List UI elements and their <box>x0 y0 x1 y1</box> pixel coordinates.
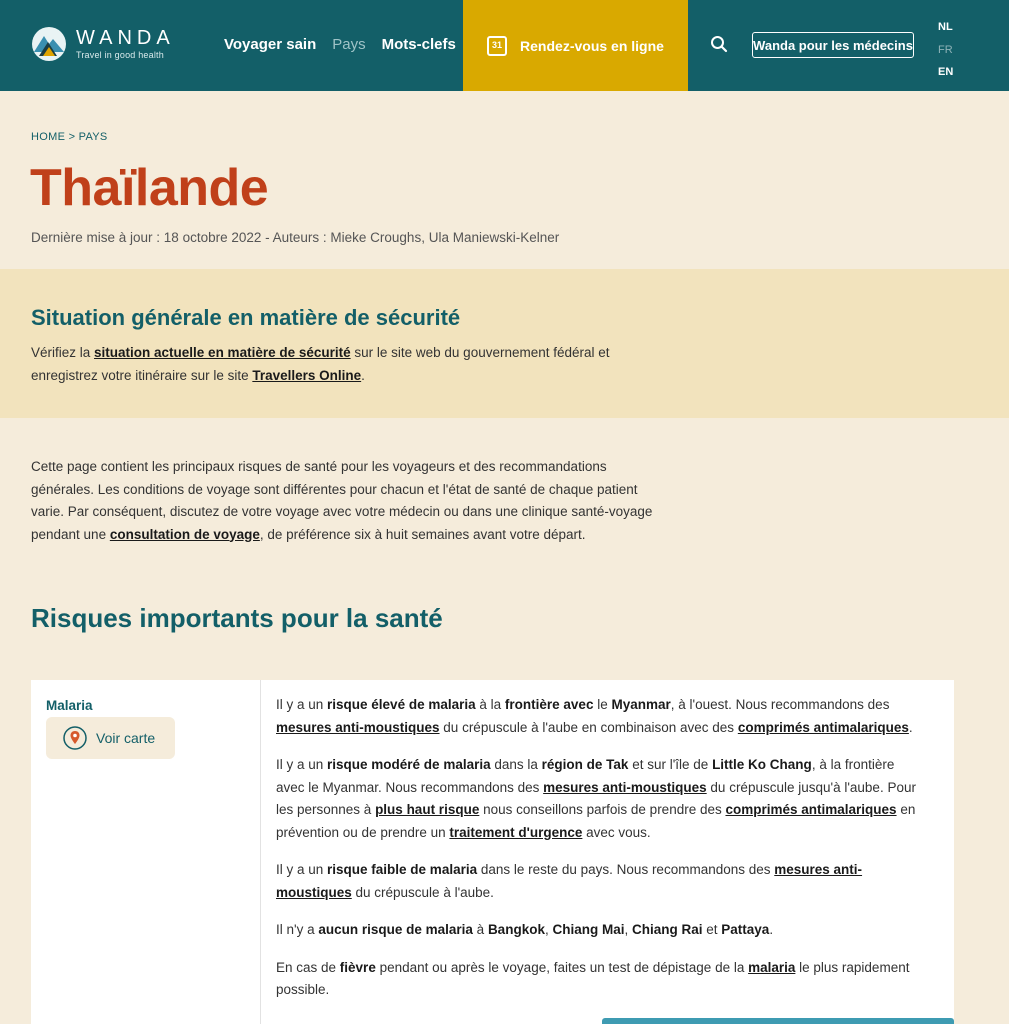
text: Il n'y a <box>276 922 319 937</box>
bold-text: aucun risque de malaria <box>318 922 473 937</box>
text: le plus rapidement possible. <box>276 959 910 997</box>
text: Il y a un <box>276 697 328 712</box>
text: et <box>702 922 722 937</box>
text: du crépuscule à l'aube. <box>351 884 494 900</box>
nav-mots-clefs[interactable]: Mots-clefs <box>381 36 456 53</box>
text: Il y a un <box>276 862 328 877</box>
lang-en[interactable]: EN <box>938 66 954 78</box>
text: dans la <box>490 757 542 772</box>
doctors-button[interactable]: Wanda pour les médecins <box>752 32 914 58</box>
text: Cette page contient les principaux risques de santé pour les voyageurs et des recommandations générales. Les conditions de voyage sont différentes pour chacun et l'état de santé de chaque patient varie. Par conséquent, discutez de votre voyage avec votre médecin ou dans une clinique santé-voyage pendant une <box>31 459 653 542</box>
card-sidebar <box>31 680 261 1024</box>
safety-text <box>31 342 671 387</box>
text: . <box>769 922 774 937</box>
calendar-day: 31 <box>492 39 503 50</box>
main-nav <box>224 36 472 53</box>
intro-text <box>31 456 671 546</box>
bold-text: Bangkok <box>487 922 545 937</box>
text: Il y a un <box>276 757 328 772</box>
bold-text: Myanmar <box>611 697 671 712</box>
view-map-button[interactable] <box>46 717 175 759</box>
security-situation-link[interactable]: situation actuelle en matière de sécurité <box>94 345 351 360</box>
map-pin-icon <box>63 726 87 750</box>
anti-mosquito-link[interactable]: mesures anti-moustiques <box>276 862 863 900</box>
bold-text: Pattaya <box>721 922 770 937</box>
site-header <box>0 0 1009 91</box>
bold-text: Little Ko Chang <box>712 757 812 772</box>
text: pendant ou après le voyage, faites un test de dépistage de la <box>375 959 749 975</box>
appointment-label: Rendez-vous en ligne <box>520 37 664 54</box>
language-switcher <box>938 16 953 84</box>
bold-text: risque faible de malaria <box>327 862 478 877</box>
bold-text: Chiang Rai <box>632 922 703 937</box>
text: , <box>624 922 632 937</box>
bold-text: région de Tak <box>541 757 629 772</box>
bold-text: frontière avec <box>504 697 594 712</box>
antimalarial-link[interactable]: comprimés antimalariques <box>725 802 897 817</box>
text: le <box>593 697 612 712</box>
malaria-no-risk <box>276 919 916 942</box>
text: sur le site web du gouvernement fédéral et enregistrez votre itinéraire sur le site <box>31 345 610 383</box>
logo-text <box>76 28 175 60</box>
breadcrumb <box>31 131 108 143</box>
mountain-logo-icon <box>31 26 67 62</box>
bold-text: risque modéré de malaria <box>327 757 491 772</box>
view-map-label: Voir carte <box>96 730 156 746</box>
text: En cas de <box>276 959 340 975</box>
malaria-card <box>31 680 954 1024</box>
malaria-details <box>276 694 916 1017</box>
bold-text: fièvre <box>339 959 376 975</box>
text: du crépuscule jusqu'à l'aube. Pour les personnes à <box>276 779 916 817</box>
text: . <box>361 367 365 383</box>
text: , <box>544 922 553 937</box>
anti-mosquito-link[interactable]: mesures anti-moustiques <box>543 779 707 795</box>
text: avec vous. <box>582 824 651 840</box>
nav-voyager-sain[interactable]: Voyager sain <box>224 36 317 53</box>
calendar-icon <box>487 36 507 56</box>
breadcrumb-sep: > <box>68 131 76 143</box>
text: , à la frontière avec le Myanmar. Nous recommandons des <box>276 757 895 795</box>
update-info: Dernière mise à jour : 18 octobre 2022 - Auteurs : Mieke Croughs, Ula Maniewski-Kelner <box>31 230 560 245</box>
text: à <box>472 922 488 937</box>
bold-text: risque élevé de malaria <box>327 697 476 712</box>
brand-tagline: Travel in good health <box>76 50 164 60</box>
malaria-low-risk <box>276 859 916 904</box>
safety-section <box>0 269 1009 418</box>
floating-panel-edge[interactable] <box>602 1018 954 1024</box>
travellers-online-link[interactable]: Travellers Online <box>252 367 362 383</box>
consultation-link[interactable]: consultation de voyage <box>109 526 260 542</box>
text: et sur l'île de <box>628 757 713 772</box>
search-icon[interactable] <box>710 35 728 53</box>
antimalarial-link[interactable]: comprimés antimalariques <box>737 719 909 735</box>
bold-text: Chiang Mai <box>552 922 625 937</box>
text: en prévention ou de prendre un <box>276 802 916 840</box>
brand-name: WANDA <box>76 27 175 49</box>
malaria-link[interactable]: malaria <box>748 959 796 975</box>
page-title: Thaïlande <box>30 159 269 217</box>
breadcrumb-home[interactable]: HOME <box>31 131 66 143</box>
text: du crépuscule à l'aube en combinaison avec des <box>439 719 738 735</box>
text: dans le reste du pays. Nous recommandons des <box>477 862 775 877</box>
malaria-high-risk <box>276 694 916 739</box>
breadcrumb-current[interactable]: PAYS <box>78 131 108 143</box>
anti-mosquito-link[interactable]: mesures anti-moustiques <box>276 719 440 735</box>
text: à la <box>475 697 505 712</box>
risks-heading: Risques importants pour la santé <box>31 603 443 633</box>
safety-heading: Situation générale en matière de sécurité <box>31 305 461 330</box>
malaria-fever-advice <box>276 957 916 1002</box>
appointment-button[interactable] <box>463 0 688 91</box>
malaria-label: Malaria <box>46 698 93 713</box>
lang-fr[interactable]: FR <box>938 43 953 56</box>
text: nous conseillons parfois de prendre des <box>479 802 726 817</box>
malaria-moderate-risk <box>276 754 916 844</box>
emergency-treatment-link[interactable]: traitement d'urgence <box>449 824 583 840</box>
higher-risk-link[interactable]: plus haut risque <box>375 802 480 817</box>
text: . <box>908 719 913 735</box>
text: Vérifiez la <box>31 345 95 360</box>
text: , à l'ouest. Nous recommandons des <box>670 697 890 712</box>
logo[interactable] <box>31 26 175 62</box>
lang-nl[interactable]: NL <box>938 21 953 33</box>
nav-pays[interactable]: Pays <box>332 36 366 53</box>
text: , de préférence six à huit semaines avant votre départ. <box>259 526 586 542</box>
